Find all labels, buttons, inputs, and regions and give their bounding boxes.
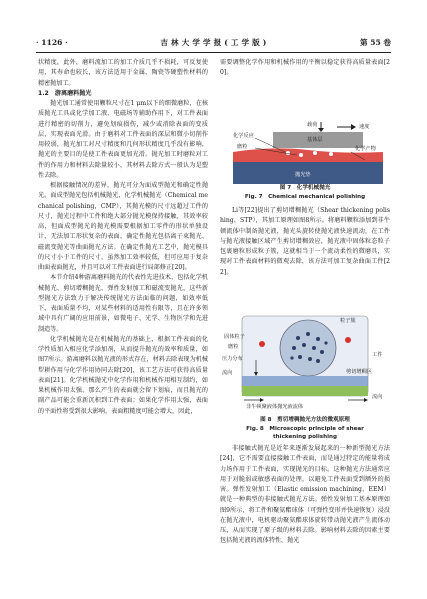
journal-title: 吉 林 大 学 学 报 ( 工 学 版 ) [160,38,267,47]
figure-8-caption-cn: 图 8 剪切增稠抛光方法的微观原理 [260,417,350,423]
left-paragraph-4: 本节介绍4种游离磨料抛光的代表性先进技术，包括化学机械抛光、剪切增稠抛光、弹性发射加工和磁流变抛光，这些新型抛光方法致力于解决传统抛光方法面临的问题，如效率低下、表面质量不均，对某些材料的适用性有限等，且在许多领域中具有广阔的应用前景，如微电子、光学、生物医学和先进制造等。 [38,274,208,333]
fig7-label-abrasive: 磨粒 [237,144,248,150]
fig7-label-substrate: 基体层 [307,137,323,143]
right-paragraph-3: 非接触式抛光是近年来逐渐发展起来的一种新型抛光方法[24]，它不需要直接接触工件表面，而是通过特定的能量将成力场作用于工件表面，实现抛光的目标。这种抛光方法通常应用于对脆弱或敏感表面的处理，以避免工件表面受到额外的损害。弹性发射加工（Elastic emission machining，EEM）就是一种典型的非接触式抛光方法。弹性发射加工基本原理如图9所示，将工件和聚氨酯球体（可弹性变形并快速恢复）浸没在抛光液中，电机驱动聚氨酯球体旋转带动抛光液产生流体动压，从而实现了原子级的材料去除。影响材料去除的因素主要包括抛光液的流体特性、抛光 [220,445,390,545]
fig7-label-chem-reaction: 化学反应 [233,133,254,139]
left-paragraph-2: 抛光加工通常使用颗粒尺寸在1 μm以下的细微磨粒，在核质抛光工具或化学加工液、电磁场等辅助作用下，对工件表面进行精密的切削力，避免划痕损伤，减少或消除表面的变质层，实现表面光滑。由于磨料对工件表面的深层和微小切削作用较弱，抛光加工对尺寸精度和几何形状精度几乎没有影响，抛光的主要目的是使工件表面更加光滑。抛光加工时磨粒对工件的作用力和材料去除量较小，其材料去除方式一般认为是塑性去除。 [38,100,208,179]
right-column-top [220,58,390,79]
left-column [38,58,208,417]
particle-cluster [280,320,336,376]
right-paragraph-2: Li等[22]提出了剪切增稠抛光（Shear thickening polishing，STP），其加工原理如图8所示。将磨料颗粒添加到非牛顿流体中制备抛光液，抛光头旋转使抛光液快速流动，在工件与抛光液接触区域产生剪切增稠效应，抛光液中固体粒态粒子包裹磨粒形成粒子簇，这就相当于一个流动柔性的微磨具，实现对工件表面材料的微观去除，该方法可加工复杂曲面工件[22]。 [220,207,390,276]
flow-arrowhead-left [260,398,264,402]
figure-7-caption-cn: 图 7 化学机械抛光 [279,185,331,191]
left-paragraph-3: 根据接触情况的差异，抛光可分为面成型抛光和确定性抛光。面成型抛光包括机械抛光、化学机械抛光（Chemical mechanical polishing，CMP），其抛光模的尺寸远超过工件的尺寸，抛光过程中工件和绝大部分抛光模保持接触，其效率较高，但面成型抛光的抛光模需要根据加工零件的形状单独设计，无法加工形状复杂的表面。确定性抛光包括离子束抛光、磁流变抛光等曲面抛光方法。在确定性抛光工艺中，抛光模具的尺寸小于工件的尺寸，虽然加工效率较低，但可应用于复杂曲面表面抛光，并且可以对工件表面进行局部修正[20]。 [38,182,208,271]
header-rule [36,52,391,53]
figure-8-caption-en-line1: Fig. 8 Microscopic principle of shear [246,426,364,432]
fig8-label-cluster-core: 固体粒子 [224,334,245,340]
figure-8-caption-en-line2: thickening polishing [273,434,337,440]
running-header [36,37,391,49]
right-column-middle [220,206,390,278]
fig8-label-non-newtonian: 非牛顿聚液体抛光液流体 [246,404,304,410]
fig8-label-flow-right: 流向 [372,394,383,400]
abrasive-particle [313,151,317,155]
figure-7 [233,122,383,192]
abrasive-particle [329,152,333,156]
section-heading: 1.2 游离磨料抛光 [38,89,92,97]
fig8-label-pressure: 压力分布 [222,356,243,362]
load-arrowhead [318,128,324,132]
right-paragraph-1: 需要调整化学作用和机械作用的平衡以稳定获得高质量表面[20]。 [220,59,390,77]
fig7-label-chem-products: 化学产物 [355,146,376,152]
left-paragraph-5: 化学机械抛光是在机械抛光的基础上，根据工件表面的化学性质加入相应化学添加剂，从而提升抛光的效率和质量，如图7所示。游离磨料以抛光液的形式存在，材料去除表现为机械犁耕作用与化学作用协同去除[20]，该工艺方法可获得高质量表面[21]。化学机械抛光中化学作用和机械作用相互制约，如果机械作用太强，那么产生的表面就会留下划痕，而且抛光的副产品可能会重新沉积到工件表面；如果化学作用太强，表面的平面性将受到很大影响，表面粗糙度可能会增大，因此， [38,335,208,415]
abrasive-dot [259,341,265,347]
volume-number: 第 55 卷 [359,38,391,47]
workpiece-block [242,386,368,396]
fig8-label-workpiece: 工件 [372,352,383,358]
speed-arrowhead [351,124,356,130]
fig7-label-polishing-pad: 抛光垫 [295,172,311,178]
fig8-label-shear-area: 剪切增稠区 [346,369,372,375]
fig7-label-load: 载荷 [307,122,318,128]
left-paragraph-1: 状精度，此外，磨料流加工的加工介质几乎不损耗，可反复使用，其寿命也较长，该方法适用于金属、陶瓷等硬塑性材料的精密抛加工。 [38,59,208,87]
figure-8 [222,314,388,414]
figure-7-drawing [233,122,383,192]
fig8-label-particle-cluster: 粒子簇 [340,318,356,324]
abrasive-particle [299,153,303,157]
abrasive-particle [286,151,290,155]
abrasive-dot [345,337,351,343]
fig8-label-flow-left: 流向 [222,370,233,376]
flow-arrowhead-right [364,398,368,402]
page-number: · 1126 · [36,38,68,47]
figure-7-caption-en: Fig. 7 Chemical mechanical polishing [244,194,366,200]
figure-8-drawing [222,314,388,414]
shear-thickening-band [242,376,368,386]
fig7-label-speed: 速度 [359,124,370,130]
right-column-bottom [220,444,390,547]
fig8-label-abrasive: 磨粒 [228,344,239,350]
